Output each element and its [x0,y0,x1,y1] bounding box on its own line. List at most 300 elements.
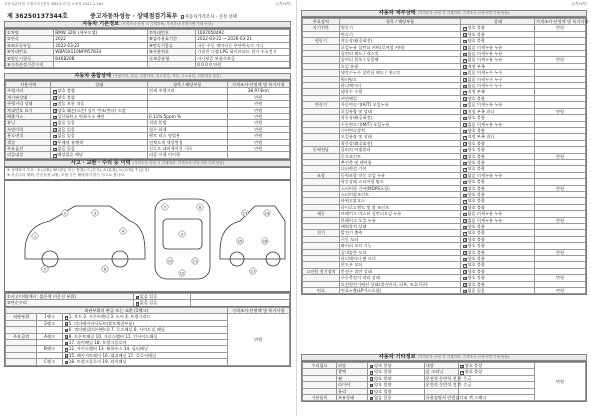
detail-item: 실린더 블록 / 오일팬 [339,57,461,63]
detail-state-checkbox[interactable] [463,85,467,89]
basic-value: WBA5X110NFM57834 [54,49,148,55]
basic-key: ⑤원동기형식 [6,55,54,61]
status-state-text: 해당없음 해당 [57,152,84,158]
misc-state-text: 양호 불량 [374,363,392,368]
status-key: 특별이력 [6,126,51,132]
parts-list-checkbox[interactable] [65,316,69,320]
detail-state-checkbox[interactable] [463,27,467,31]
detail-state-checkbox[interactable] [463,117,467,121]
basic-value: 가솔린 디젤 LPG 하이브리드 전기 수소전기 [196,49,290,55]
parts-list-checkbox[interactable] [65,361,69,365]
detail-item: 추진축 및 베어링 [339,159,461,165]
basic-key: ⑩사용연료 [147,49,195,55]
misc-state-2-text: 양호 불량 [464,363,483,368]
status-state-checkbox[interactable] [53,122,57,126]
part-number-label: 13 [242,211,248,216]
detail-state-checkbox[interactable] [463,226,467,230]
detail-item: 라디에이터 [339,83,461,89]
basic-value: 자가보증 보험사보증 [196,55,290,61]
basic-key: ②연식 [6,36,54,42]
misc-item-2: 운전석 동반석 전 후 응급 [425,382,472,388]
detail-row [303,288,586,294]
detail-state-text: 양호 불량 [467,179,485,185]
accident-note-2: ※ 단순수리 제외, 단순부품 교환, 조립 등은 해당하지 않는 사고로 봅니다. [7,173,126,177]
misc-title [301,354,587,361]
misc-price: 만원 [535,363,586,401]
status-detail: 침수 화재 [147,126,227,132]
part-number-label: 5 [43,267,47,272]
status-state-text: 없음 있음 [57,133,75,139]
basic-key: ⑦차대번호 [147,30,195,36]
detail-item: 배력장치 상태 [339,224,461,230]
detail-header-cell: 가격조사·산정액 및 특기사항 [536,19,589,24]
basic-value: 2022 [54,36,148,42]
detail-price: 만원 [535,57,586,63]
detail-state-checkbox[interactable] [463,168,467,172]
detail-state-checkbox[interactable] [463,130,467,134]
form-header-left: 자동차관리법 시행규칙 [별지 제82호서식] <개정 2021.1.18> [4,2,104,6]
accident-state-checkbox[interactable] [136,296,140,300]
status-state-checkbox[interactable] [53,90,57,94]
page-counter: (1쪽/4쪽) [275,2,291,6]
status-state-text: 일산화탄소 탄화수소 매연 [57,114,105,120]
detail-state-checkbox[interactable] [463,155,467,159]
basic-info-table [4,28,291,69]
detail-state-checkbox[interactable] [463,78,467,82]
basic-value: 2022-03-22 ~ 2026-03-21 [196,36,290,42]
status-key: 배출가스 [6,114,51,120]
misc-title-text: 자동차 기타정보 [378,354,416,360]
detail-state-checkbox[interactable] [463,59,467,63]
detail-state-checkbox[interactable] [463,174,467,178]
detail-state-checkbox[interactable] [463,219,467,223]
detail-state-checkbox[interactable] [463,142,467,146]
price-option [180,15,237,20]
status-detail: 현재 주행거리 [147,88,227,94]
accident-state-text: 없음 있음 [139,300,158,306]
detail-state-text: 양호 불량 [467,38,485,44]
form-header-2 [301,2,587,8]
misc-state-text: 양호 불량 [374,369,392,375]
misc-state-text: 양호 불량 [374,375,392,381]
detail-price: 만원 [535,249,586,255]
detail-state-text: 없음 미세누수 누수 [467,70,503,76]
detail-item: 오일 유량 [339,63,461,69]
parts-rank: C랭크 [37,359,63,365]
detail-state-text: 양호 불량 [467,236,485,242]
car-outline-svg [5,181,290,291]
detail-state-text: 없음 미세누수 누수 [467,83,503,89]
detail-subtitle: (가격조사·산정 시 기재하며, 가격조사·산정시엔 기재 안함) [417,11,510,15]
status-detail: 렌트 리스 영업용 [147,133,227,139]
parts-rank: 2랭크 [37,320,63,326]
parts-list-checkbox[interactable] [65,348,69,352]
detail-table [301,17,587,295]
parts-list-checkbox[interactable] [65,322,69,326]
page-2 [296,0,591,416]
part-number-label: 9 [180,232,184,237]
part-number-label: 7 [163,205,167,210]
document-number-value: 36250137344 [15,13,63,20]
detail-item: 타이로드엔드 및 볼 조인트 [339,204,461,210]
part-number-label: 17 [250,269,256,274]
status-state-text: 양호 훼손(오손) 상이 변조(변타) 도말 [57,107,126,113]
accident-title-text: 사고 · 교환 · 수리 등 이력 [70,160,131,166]
misc-state-2-checkbox[interactable] [460,365,464,369]
status-state-checkbox[interactable] [53,96,57,100]
detail-state-text: 양호 불량 [467,25,485,31]
detail-item: 냉각수 수량 [339,89,461,95]
status-price: 만원 [227,120,290,126]
detail-state-text: 없음 미세누유 누유 [467,51,503,57]
status-detail: 0.11% 5ppm % [147,114,227,120]
detail-header-cell: 항목 / 해당부품 [339,19,461,25]
status-state-text: 양호 불량 [57,88,75,94]
status-state [51,152,148,158]
status-state-text: 많음 보통 적음 [57,101,85,107]
car-diagram [4,180,291,292]
part-number-label: 15 [237,239,243,244]
misc-state-text: 양호 불량 [374,382,392,388]
detail-item: 고전원전기배선 상태(접속단자, 피복, 보호기구) [339,281,461,287]
part-number-label: 8 [198,205,202,210]
detail-state-checkbox[interactable] [463,149,467,153]
page-1 [0,0,295,416]
status-price: 만원 [227,94,290,100]
parts-list-text: 17. 리어패널 18. 트렁크플로어 [68,340,127,346]
detail-item: 냉각수누수 실린더 헤드 / 개스킷 [339,70,461,76]
detail-item: 디퍼렌셜 기어 [339,166,461,172]
detail-state-checkbox[interactable] [463,46,467,50]
accident-key: ①사고이력(예시: 붉은색 이중선 부위) [6,294,134,300]
detail-state-checkbox[interactable] [463,65,467,69]
detail-item: 수동변속기(M/T) 오일누유 [339,121,461,127]
detail-state-text: 양호 불량 [467,115,485,121]
status-state-checkbox[interactable] [53,116,57,120]
misc-item-2: 사용설명서 안전삼각대 잭 스패너 [425,395,487,401]
detail-header-cell: 주요장치 [303,19,340,25]
detail-state-checkbox[interactable] [463,277,467,281]
misc-state-2-checkbox[interactable] [460,371,464,375]
basic-value: 1607050492 [196,30,290,36]
part-number-label: 1 [33,234,37,239]
accident-note-1: ※ 상태표시 부호 : X (교환), W (판금 또는 용접), C (부식), A (흠집), U (요철), T (손상) [7,168,149,172]
part-number-label: 4 [121,229,125,234]
document-number [7,11,68,20]
form-header [4,2,291,8]
detail-state-text: 양호 불량 [467,262,485,268]
detail-price: 만원 [535,217,586,223]
detail-item: 실린더 헤드 / 개스킷 [339,51,461,57]
detail-item: 작동상태(공회전) [339,140,461,146]
parts-list-text: 9. 프론트패널 10. 크로스멤버 11. 인사이드패널 [68,333,158,339]
parts-group: 주요골격 [6,333,37,339]
detail-state-text: 양호 불량 [467,127,485,133]
basic-info-title-text: 자동차 기본정보 [82,21,120,27]
basic-value: BMW 320i (세부모델) [54,30,148,36]
detail-state-text: 양호 불량 [467,281,485,287]
misc-item: 휠 [336,375,367,381]
detail-state-checkbox[interactable] [463,258,467,262]
status-price: 만원 [227,133,290,139]
detail-group: 변속기 [303,102,340,108]
detail-state-checkbox[interactable] [463,232,467,236]
status-detail: 전체도색 색상변경 [147,139,227,145]
detail-group: 자기진단 [303,25,340,31]
status-state-checkbox[interactable] [53,135,57,139]
detail-price: 만원 [535,153,586,159]
detail-state-checkbox[interactable] [463,238,467,242]
detail-price: 만원 [535,185,586,191]
parts-rank: A랭크 [37,333,63,339]
detail-item: 충전구 절연 상태 [339,268,461,274]
detail-state-checkbox[interactable] [463,290,467,294]
misc-group: 수리필요 [303,363,337,369]
detail-item: 스티어링조인트 [339,191,461,197]
part-number-label: 16 [262,239,268,244]
detail-group: 동력전달 [303,147,340,153]
status-price: 38,974km [227,88,290,94]
status-key: 주행거리 상태 [6,101,51,107]
detail-state-text: 없음 미세누유 누유 [467,217,503,223]
detail-state-text: 양호 불량 [467,256,485,262]
detail-item: 브레이크 마스터 실린더오일 누유 [339,211,461,217]
detail-state-text: 없음 미세누유 누유 [467,102,503,108]
detail-state-checkbox[interactable] [463,206,467,210]
status-price: 만원 [227,126,290,132]
car-side-left [25,206,145,259]
detail-state-checkbox[interactable] [463,181,467,185]
detail-state-text: 양호 불량 [467,185,485,191]
status-header-cell: 가격조사·산정액 및 특기사항 [227,82,290,88]
status-key: 튜닝 [6,120,51,126]
detail-item: 기어변속장치 [339,127,461,133]
page-counter-2: (2쪽/4쪽) [571,2,587,6]
status-subtitle: (사용이력, 튜닝, 특별이력, 용도변경, 색상, 주요옵션, 리콜대상 점검) [112,74,221,78]
basic-value: 자동 수동 세미자동 무단변속기 기타 [196,42,290,48]
status-price: 만원 [227,101,290,107]
status-state-checkbox[interactable] [53,103,57,107]
parts-list-text: 6. 쿼터패널(리어펜더) 7. 루프패널 8. 사이드실 패널 [68,327,165,333]
parts-rank: 1랭크 [37,314,63,320]
basic-key: ⑥가격산정기준가격 [6,62,54,68]
detail-group: 제동 [303,211,340,217]
accident-key: ②단순수리 [6,300,134,306]
status-price: 만원 [227,114,290,120]
detail-group: 조향 [303,172,340,178]
misc-item: 타이어 [336,382,367,388]
detail-state-checkbox[interactable] [463,104,467,108]
detail-header-cell: 상태 [461,19,535,25]
parts-list-text: 5. 라디에이터서포트(볼트체결부품) [68,320,134,326]
detail-state-checkbox[interactable] [463,40,467,44]
detail-state-checkbox[interactable] [463,213,467,217]
parts-title: 외판부위의 판금 또는 교환 (1랭크) [6,308,228,314]
misc-state-checkbox[interactable] [370,365,374,369]
part-number-label: 2 [63,211,67,216]
misc-table [301,361,587,402]
parts-list-checkbox[interactable] [65,329,69,333]
parts-list-checkbox[interactable] [65,354,69,358]
detail-state-checkbox[interactable] [463,97,467,101]
misc-item: 광택 [336,369,367,375]
detail-item: 구동축전지 격리 상태 [339,275,461,281]
status-state-checkbox[interactable] [53,148,57,152]
detail-state-checkbox[interactable] [463,245,467,249]
detail-group: 원동기 [303,38,340,44]
misc-state-text: 없음 있음 [374,395,392,401]
detail-state-text: 적정 부족 과다 [467,108,495,114]
basic-info-subtitle: (가격조사·산정 시 기재하며, 가격조사·산정시엔 기재 안함) [120,22,213,26]
parts-list-checkbox[interactable] [65,342,69,346]
status-state-text: 양호 불량 [57,94,75,100]
status-key: 색상 [6,139,51,145]
status-key: 차대번호 표기 [6,107,51,113]
misc-state-checkbox[interactable] [370,384,374,388]
detail-item: 작동상태 스티어링 펌프 [339,179,461,185]
accident-title [4,160,291,167]
basic-key [147,62,195,68]
status-state-text: 없음 있음 [57,126,75,132]
status-header-cell: 상태 [51,82,148,88]
detail-item: 파워고압호스 [339,198,461,204]
parts-list-checkbox[interactable] [65,335,69,339]
detail-state-text: 없음 미세누유 누유 [467,57,503,63]
detail-item: 등속조인트 [339,153,461,159]
detail-state-text: 양호 불량 [467,166,485,172]
status-price: 만원 [227,107,290,113]
detail-state-checkbox[interactable] [463,136,467,140]
status-state-checkbox[interactable] [53,141,57,145]
part-number-label: 3 [93,211,97,216]
misc-state-checkbox[interactable] [370,397,374,401]
basic-key: ⑨변속기종류 [147,42,195,48]
detail-item: 시동 모터 [339,236,461,242]
detail-state-text: 적정 부족 [467,63,485,69]
detail-item: 윈도우 모터 [339,262,461,268]
status-table [4,80,291,160]
misc-group: 기본품목 [303,395,337,401]
detail-state-checkbox[interactable] [463,162,467,166]
misc-item-2: 운전석 동반석 전 후 응급 [425,375,472,381]
detail-state-checkbox[interactable] [463,187,467,191]
part-number-label: 6 [103,267,107,272]
price-option-label: 자동차가격조사 · 산정 선택 [184,15,237,20]
detail-state-checkbox[interactable] [463,194,467,198]
status-price [227,152,290,158]
status-key: 리콜대상 [6,152,51,158]
detail-state-checkbox[interactable] [463,110,467,114]
basic-key: ⑧검사유효기간 [147,36,195,42]
status-title [4,73,291,80]
detail-state-checkbox[interactable] [463,123,467,127]
detail-state-text: 없음 미세누수 누수 [467,76,503,82]
document-title [90,11,237,20]
detail-state-checkbox[interactable] [463,91,467,95]
misc-item: 외장 [336,363,367,369]
detail-item: 연료누출(LP가스포함) [339,288,461,294]
basic-row [6,62,290,68]
parts-row [6,314,290,320]
document-number-suffix: 호 [62,13,69,20]
detail-state-text: 적정 부족 과다 [467,134,495,140]
detail-state-checkbox[interactable] [463,270,467,274]
parts-header-price: 가격조사·산정액 및 특기사항 [227,308,289,314]
detail-item: 스티어링 기어(MDPS포함) [339,185,461,191]
basic-key: ⑪보증유형 [147,55,195,61]
basic-key: ③최초등록일 [6,42,54,48]
detail-item: 커먼레일 [339,95,461,101]
detail-state-checkbox[interactable] [463,251,467,255]
detail-state-text: 없음 있음 [467,288,485,294]
detail-item: 오일유량 및 상태 [339,134,461,140]
detail-price: 만원 [535,25,586,31]
detail-state-checkbox[interactable] [463,53,467,57]
detail-state-text: 양호 불량 [467,153,485,159]
part-number-label: 12 [179,271,185,276]
detail-item: 브레이크 오일 누유 [339,217,461,223]
misc-state-checkbox[interactable] [370,371,374,375]
parts-list-text: 18. 트렁크플로어 19. 리어패널 [68,359,127,365]
detail-state-checkbox[interactable] [463,283,467,287]
detail-state-checkbox[interactable] [463,200,467,204]
detail-state-checkbox[interactable] [463,33,467,37]
status-detail: 리콜 이행 미이행 [147,152,227,158]
detail-state-text: 양호 불량 [467,243,485,249]
part-number-label: 10 [167,259,173,264]
accident-state-text: 없음 있음 [139,294,158,299]
detail-state-text: 양호 불량 [467,204,485,210]
detail-item: 원동기 [339,25,461,31]
misc-state-checkbox[interactable] [370,377,374,381]
status-state-checkbox[interactable] [53,109,57,113]
detail-state-text: 양호 불량 [467,191,485,197]
detail-price: 만원 [535,108,586,114]
detail-title-text: 자동차 세부상태 [378,10,416,16]
detail-item: 자동변속기(A/T) 오일누유 [339,102,461,108]
detail-state-checkbox[interactable] [463,72,467,76]
basic-value: 2022-03-22 [54,42,148,48]
parts-list-text: 15. 패키지트레이 16. 대쉬패널 17. 플로어패널 [68,352,157,358]
misc-item: 보유상태 [336,395,367,401]
detail-state-text: 양호 불량 [467,198,485,204]
detail-state-checkbox[interactable] [463,264,467,268]
part-number-label: 11 [192,259,198,264]
accident-notes [4,167,291,180]
detail-state-text: 양호 불량 [467,268,485,274]
status-row [6,152,290,158]
detail-item: 변속기 [339,31,461,37]
detail-state-text: 없음 미세누유 누유 [467,211,503,217]
detail-state-text: 양호 불량 [467,95,485,101]
parts-price: 만원 [227,314,289,365]
detail-state-text: 적정 부족 [467,89,485,95]
status-state-checkbox[interactable] [53,154,57,158]
detail-state-text: 없음 미세누유 누유 [467,44,503,50]
misc-state [368,395,425,401]
detail-item: 워터펌프 [339,76,461,82]
detail-state-text: 양호 불량 [467,159,485,165]
status-state-checkbox[interactable] [53,128,57,132]
status-key: 주요옵션 [6,146,51,152]
detail-item: 작동상태(공회전) [339,38,461,44]
price-option-checkbox[interactable] [181,15,185,19]
basic-key: ①차명 [6,30,54,36]
status-state-text: 없음 있음 [57,120,75,126]
detail-item: 클러치 어셈블리 [339,147,461,153]
misc-state-checkbox[interactable] [370,390,374,394]
detail-state-text: 양호 불량 [467,140,485,146]
